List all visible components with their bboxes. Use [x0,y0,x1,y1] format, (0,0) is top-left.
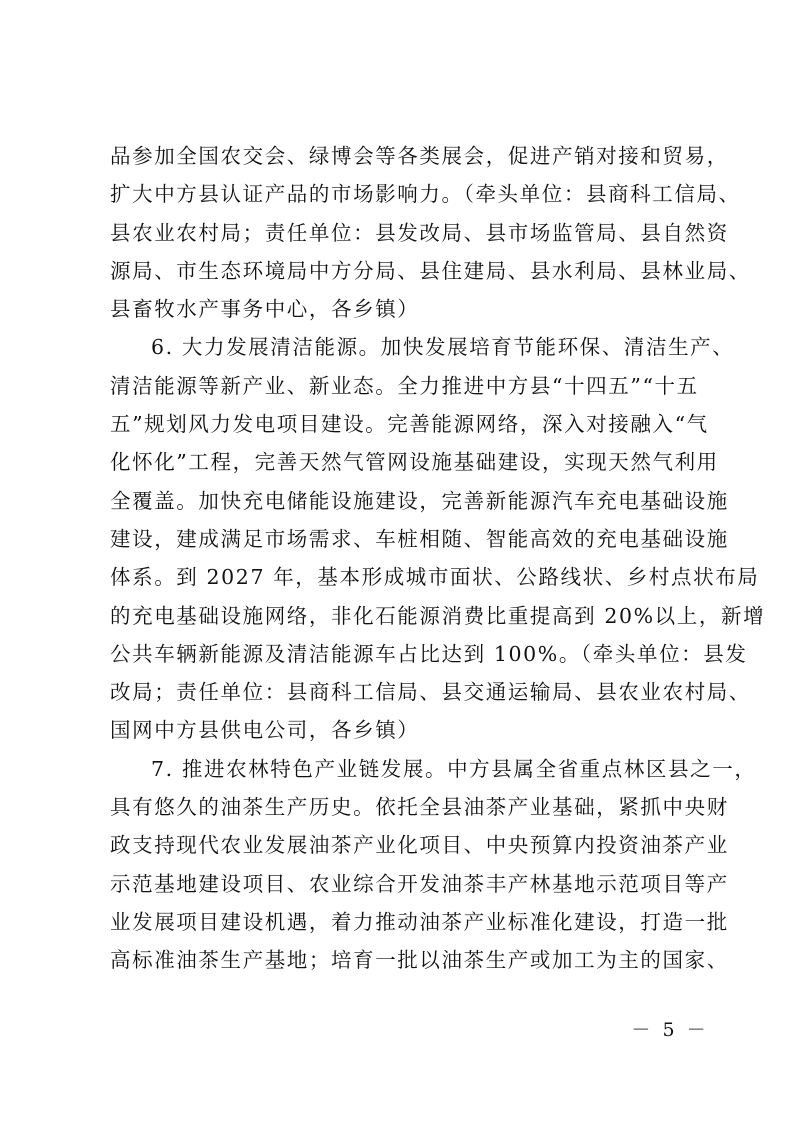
text-line: 县农业农村局；责任单位：县发改局、县市场监管局、县自然资 [110,220,729,245]
text-line: 县畜牧水产事务中心，各乡镇） [110,297,420,322]
paragraph-start-line: 6. 大力发展清洁能源。加快发展培育节能环保、清洁生产、 [151,335,735,360]
page-number: － 5 － [631,1019,709,1041]
text-line: 五”规划风力发电项目建设。完善能源网络，深入对接融入“气 [110,412,709,437]
body-text [110,137,766,980]
text-line: 体系。到 2027 年，基本形成城市面状、公路线状、乡村点状布局 [110,565,760,590]
text-line: 公共车辆新能源及清洁能源车占比达到 100%。（牵头单位：县发 [110,641,748,666]
text-line: 全覆盖。加快充电储能设施建设，完善新能源汽车充电基础设施 [110,488,729,513]
paragraph-start-line: 7. 推进农林特色产业链发展。中方县属全省重点林区县之一， [151,756,757,781]
text-line: 的充电基础设施网络，非化石能源消费比重提高到 20%以上，新增 [110,603,766,628]
text-line: 国网中方县供电公司，各乡镇） [110,718,420,743]
text-line: 高标准油茶生产基地；培育一批以油茶生产或加工为主的国家、 [110,948,729,973]
text-line: 改局；责任单位：县商科工信局、县交通运输局、县农业农村局、 [110,680,751,705]
text-line: 源局、市生态环境局中方分局、县住建局、县水利局、县林业局、 [110,258,751,283]
text-line: 清洁能源等新产业、新业态。全力推进中方县“十四五”“十五 [110,373,699,398]
text-line: 建设，建成满足市场需求、车桩相随、智能高效的充电基础设施 [110,526,729,551]
text-line: 品参加全国农交会、绿博会等各类展会，促进产销对接和贸易， [110,144,729,168]
text-line: 具有悠久的油茶生产历史。依托全县油茶产业基础，紧抓中央财 [110,795,729,820]
text-line: 扩大中方县认证产品的市场影响力。（牵头单位：县商科工信局、 [110,182,741,207]
text-line: 化怀化”工程，完善天然气管网设施基础建设，实现天然气利用 [110,450,719,475]
text-line: 业发展项目建设机遇，着力推动油茶产业标准化建设，打造一批 [110,909,729,934]
text-line: 政支持现代农业发展油茶产业化项目、中央预算内投资油茶产业 [110,833,729,858]
text-line: 示范基地建设项目、农业综合开发油茶丰产林基地示范项目等产 [110,871,729,896]
